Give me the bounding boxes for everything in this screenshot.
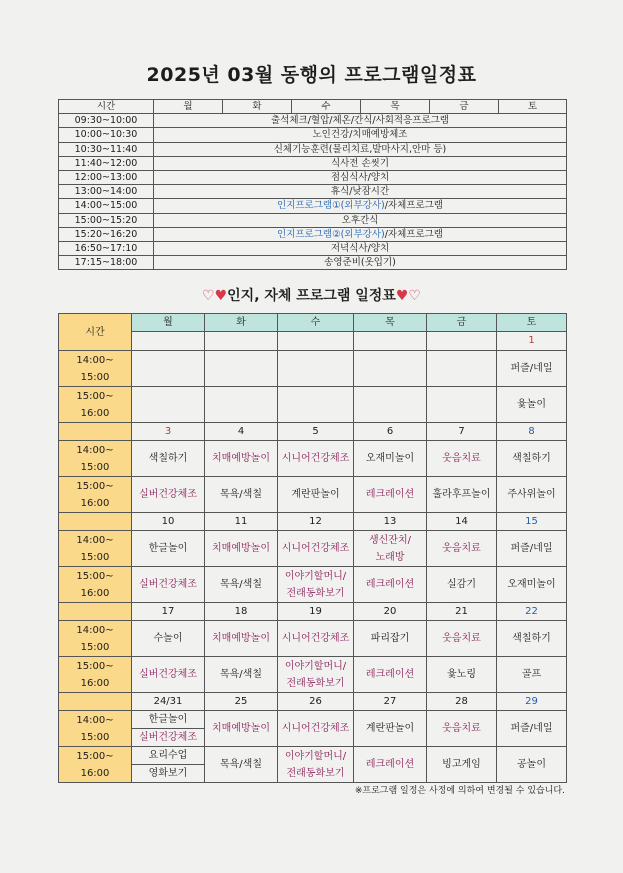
activity-cell: 레크레이션 [354, 747, 427, 783]
time-slot [59, 477, 132, 513]
weekday-header: 금 [427, 314, 497, 332]
activity-cell: 골프 [497, 657, 567, 693]
activity-line: 영화보기 [132, 764, 204, 782]
time-start: 15:00~ [76, 750, 114, 762]
time-slot [59, 747, 132, 783]
date-cell: 19 [278, 603, 354, 621]
daily-time: 15:00~15:20 [59, 213, 154, 227]
time-end: 15:00 [80, 731, 110, 743]
date-row [59, 513, 567, 531]
date-row [59, 603, 567, 621]
time-start: 14:00~ [76, 444, 114, 456]
activity-cell: 레크레이션 [354, 477, 427, 513]
time-end: 16:00 [80, 767, 110, 779]
time-blank [59, 603, 132, 621]
date-cell: 27 [354, 693, 427, 711]
activity-cell [354, 531, 427, 567]
activity-row [59, 387, 567, 423]
daily-row [59, 241, 567, 255]
daily-header-cell: 수 [292, 100, 361, 114]
daily-row [59, 199, 567, 213]
activity-cell: 치매예방놀이 [205, 441, 278, 477]
heart-icon: ♡♥ [202, 288, 228, 304]
activity-cell: 목욕/색칠 [205, 477, 278, 513]
daily-header-cell: 화 [223, 100, 292, 114]
daily-activity: 노인건강/치매예방체조 [154, 128, 567, 142]
activity-cell: 한글놀이 [132, 531, 205, 567]
daily-row [59, 142, 567, 156]
time-start: 15:00~ [76, 660, 114, 672]
time-end: 16:00 [80, 677, 110, 689]
date-cell: 12 [278, 513, 354, 531]
date-cell: 6 [354, 423, 427, 441]
activity-cell [205, 387, 278, 423]
date-cell: 15 [497, 513, 567, 531]
date-cell: 25 [205, 693, 278, 711]
heart-icon: ♥♡ [395, 288, 421, 304]
time-end: 15:00 [80, 551, 110, 563]
activity-cell: 공놀이 [497, 747, 567, 783]
activity-cell: 퍼즐/네일 [497, 531, 567, 567]
time-end: 15:00 [80, 461, 110, 473]
daily-row [59, 128, 567, 142]
activity-cell: 웃음치료 [427, 531, 497, 567]
date-cell [132, 332, 205, 351]
daily-activity: 점심식사/양치 [154, 170, 567, 184]
activity-cell: 웃음치료 [427, 441, 497, 477]
activity-cell: 오재미놀이 [354, 441, 427, 477]
weekday-header: 목 [354, 314, 427, 332]
activity-cell: 시니어건강체조 [278, 531, 354, 567]
date-cell: 21 [427, 603, 497, 621]
time-start: 15:00~ [76, 390, 114, 402]
self-program-label: /자체프로그램 [384, 228, 443, 240]
section-heading [0, 285, 623, 305]
daily-activity: 휴식/낮잠시간 [154, 185, 567, 199]
daily-schedule-table [58, 99, 567, 270]
activity-cell [132, 351, 205, 387]
date-cell [427, 332, 497, 351]
daily-activity [154, 199, 567, 213]
activity-cell: 웃음치료 [427, 711, 497, 747]
daily-activity: 저녁식사/양치 [154, 241, 567, 255]
daily-row [59, 185, 567, 199]
weekday-header: 토 [497, 314, 567, 332]
activity-cell [278, 657, 354, 693]
activity-cell [278, 351, 354, 387]
activity-cell: 파리잡기 [354, 621, 427, 657]
external-program-label: 인지프로그램①(외부강사) [277, 200, 385, 212]
daily-header-cell: 목 [361, 100, 430, 114]
activity-cell: 윷놀이 [497, 387, 567, 423]
weekday-header: 수 [278, 314, 354, 332]
date-cell: 26 [278, 693, 354, 711]
activity-cell: 레크레이션 [354, 567, 427, 603]
time-start: 14:00~ [76, 534, 114, 546]
activity-line: 노래방 [375, 551, 405, 563]
activity-cell: 색칠하기 [132, 441, 205, 477]
time-start: 14:00~ [76, 714, 114, 726]
daily-header-row [59, 100, 567, 114]
activity-cell: 실버건강체조 [132, 657, 205, 693]
time-start: 14:00~ [76, 624, 114, 636]
weekday-header: 화 [205, 314, 278, 332]
date-row [59, 693, 567, 711]
activity-row [59, 351, 567, 387]
daily-activity: 오후간식 [154, 213, 567, 227]
daily-time: 10:30~11:40 [59, 142, 154, 156]
time-slot [59, 531, 132, 567]
date-cell [278, 332, 354, 351]
time-blank [59, 693, 132, 711]
date-cell: 20 [354, 603, 427, 621]
footnote: ※프로그램 일정은 사정에 의하여 변경될 수 있습니다. [354, 786, 565, 796]
date-row [59, 423, 567, 441]
activity-line: 요리수업 [148, 750, 188, 761]
activity-cell: 치매예방놀이 [205, 711, 278, 747]
time-end: 15:00 [80, 371, 110, 383]
date-cell: 7 [427, 423, 497, 441]
daily-time: 16:50~17:10 [59, 241, 154, 255]
activity-cell: 실버건강체조 [132, 477, 205, 513]
time-end: 16:00 [80, 497, 110, 509]
external-program-label: 인지프로그램②(외부강사) [277, 228, 385, 240]
daily-time: 13:00~14:00 [59, 185, 154, 199]
activity-cell [354, 351, 427, 387]
time-slot [59, 621, 132, 657]
activity-cell [427, 387, 497, 423]
daily-activity: 출석체크/혈압/체온/간식/사회적응프로그램 [154, 114, 567, 128]
activity-cell: 실감기 [427, 567, 497, 603]
activity-cell [205, 351, 278, 387]
activity-cell: 시니어건강체조 [278, 621, 354, 657]
weekly-header-row [59, 314, 567, 332]
activity-line: 이야기할머니/ [284, 660, 347, 672]
time-slot [59, 387, 132, 423]
activity-line: 이야기할머니/ [284, 750, 347, 762]
daily-activity: 신체기능훈련(물리치료,발마사지,안마 등) [154, 142, 567, 156]
activity-cell [132, 747, 205, 783]
activity-row [59, 441, 567, 477]
activity-cell: 목욕/색칠 [205, 747, 278, 783]
activity-line: 실버건강체조 [132, 728, 204, 746]
activity-row [59, 621, 567, 657]
activity-cell: 실버건강체조 [132, 567, 205, 603]
date-cell: 22 [497, 603, 567, 621]
activity-cell: 퍼즐/네일 [497, 351, 567, 387]
daily-header-cell: 월 [154, 100, 223, 114]
date-cell: 8 [497, 423, 567, 441]
activity-cell: 훌라후프놀이 [427, 477, 497, 513]
daily-activity: 송영준비(옷입기) [154, 256, 567, 270]
activity-row [59, 747, 567, 783]
activity-line: 이야기할머니/ [284, 570, 347, 582]
date-cell: 5 [278, 423, 354, 441]
daily-time: 15:20~16:20 [59, 227, 154, 241]
activity-cell: 레크레이션 [354, 657, 427, 693]
activity-cell [132, 711, 205, 747]
activity-row [59, 657, 567, 693]
time-end: 16:00 [80, 407, 110, 419]
activity-cell: 색칠하기 [497, 621, 567, 657]
activity-cell [132, 387, 205, 423]
activity-cell [427, 351, 497, 387]
activity-line: 생신잔치/ [368, 534, 411, 546]
daily-row [59, 256, 567, 270]
daily-row [59, 156, 567, 170]
time-start: 14:00~ [76, 354, 114, 366]
time-header: 시간 [59, 314, 132, 351]
section-heading-text: 인지, 자체 프로그램 일정표 [227, 288, 396, 304]
activity-cell: 수놀이 [132, 621, 205, 657]
time-end: 15:00 [80, 641, 110, 653]
daily-header-cell: 토 [499, 100, 567, 114]
daily-time: 11:40~12:00 [59, 156, 154, 170]
daily-row [59, 213, 567, 227]
activity-row [59, 477, 567, 513]
activity-cell: 빙고게임 [427, 747, 497, 783]
date-cell [354, 332, 427, 351]
date-cell [205, 332, 278, 351]
date-cell: 3 [132, 423, 205, 441]
activity-line: 전래동화보기 [286, 767, 345, 779]
time-slot [59, 657, 132, 693]
time-end: 16:00 [80, 587, 110, 599]
page-title: 2025년 03월 동행의 프로그램일정표 [146, 64, 477, 86]
daily-time: 10:00~10:30 [59, 128, 154, 142]
activity-cell [278, 387, 354, 423]
daily-row [59, 114, 567, 128]
activity-cell [354, 387, 427, 423]
time-blank [59, 423, 132, 441]
activity-cell: 시니어건강체조 [278, 441, 354, 477]
activity-line: 전래동화보기 [286, 677, 345, 689]
time-slot [59, 711, 132, 747]
activity-cell [278, 747, 354, 783]
activity-cell: 퍼즐/네일 [497, 711, 567, 747]
date-cell: 28 [427, 693, 497, 711]
daily-activity [154, 227, 567, 241]
self-program-label: /자체프로그램 [384, 200, 443, 212]
daily-time: 14:00~15:00 [59, 199, 154, 213]
time-start: 15:00~ [76, 570, 114, 582]
activity-cell: 목욕/색칠 [205, 657, 278, 693]
time-slot [59, 567, 132, 603]
activity-cell: 색칠하기 [497, 441, 567, 477]
activity-row [59, 567, 567, 603]
date-cell: 4 [205, 423, 278, 441]
time-blank [59, 513, 132, 531]
time-slot [59, 351, 132, 387]
date-cell: 17 [132, 603, 205, 621]
time-start: 15:00~ [76, 480, 114, 492]
activity-cell: 주사위놀이 [497, 477, 567, 513]
date-cell: 18 [205, 603, 278, 621]
activity-line: 한글놀이 [148, 714, 188, 725]
activity-cell: 계란판놀이 [278, 477, 354, 513]
activity-row [59, 711, 567, 747]
daily-time: 17:15~18:00 [59, 256, 154, 270]
time-slot [59, 441, 132, 477]
date-cell: 11 [205, 513, 278, 531]
date-cell: 24/31 [132, 693, 205, 711]
weekly-program-table [58, 313, 567, 783]
activity-cell: 치매예방놀이 [205, 621, 278, 657]
date-row [59, 332, 567, 351]
activity-cell: 오재미놀이 [497, 567, 567, 603]
daily-header-cell: 시간 [59, 100, 154, 114]
daily-row [59, 227, 567, 241]
daily-time: 12:00~13:00 [59, 170, 154, 184]
daily-header-cell: 금 [430, 100, 499, 114]
daily-activity: 식사전 손씻기 [154, 156, 567, 170]
daily-row [59, 170, 567, 184]
date-cell: 10 [132, 513, 205, 531]
activity-cell: 웃음치료 [427, 621, 497, 657]
activity-cell: 치매예방놀이 [205, 531, 278, 567]
activity-cell: 목욕/색칠 [205, 567, 278, 603]
daily-time: 09:30~10:00 [59, 114, 154, 128]
activity-row [59, 531, 567, 567]
weekday-header: 월 [132, 314, 205, 332]
activity-cell: 시니어건강체조 [278, 711, 354, 747]
activity-cell [278, 567, 354, 603]
activity-cell: 계란판놀이 [354, 711, 427, 747]
date-cell: 13 [354, 513, 427, 531]
date-cell: 14 [427, 513, 497, 531]
activity-line: 전래동화보기 [286, 587, 345, 599]
activity-cell: 윷노링 [427, 657, 497, 693]
date-cell: 1 [497, 332, 567, 351]
date-cell: 29 [497, 693, 567, 711]
